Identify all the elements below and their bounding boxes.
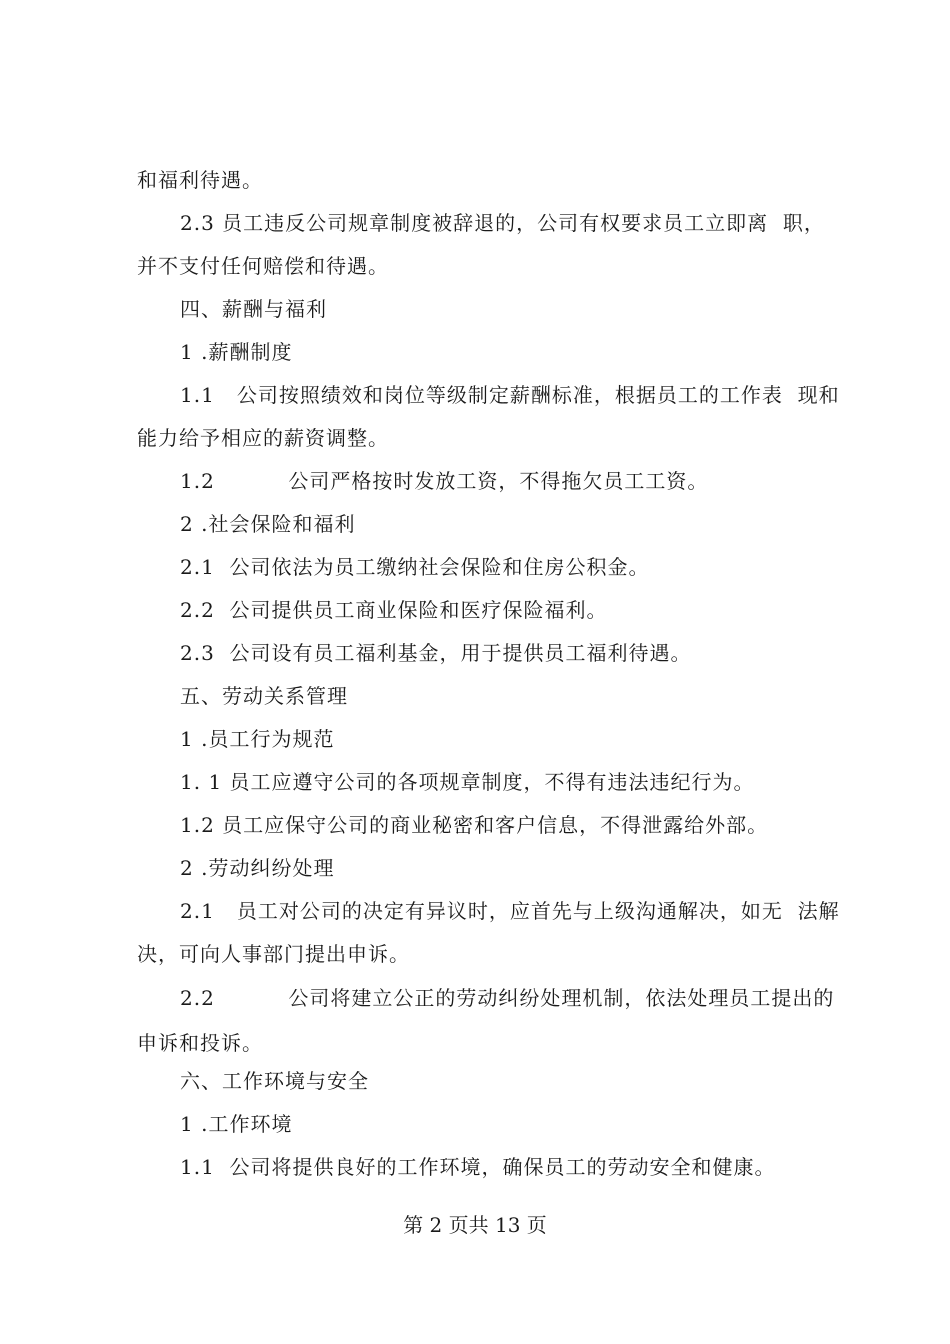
section-heading: 五、劳动关系管理 (180, 684, 348, 708)
subsection-heading: 1 .工作环境 (180, 1112, 293, 1136)
body-text-line: 1.1 公司按照绩效和岗位等级制定薪酬标准，根据员工的工作表 现和 (180, 383, 840, 407)
body-text-line: 和福利待遇。 (137, 168, 263, 192)
section-heading: 四、薪酬与福利 (180, 297, 327, 321)
subsection-heading: 1 .薪酬制度 (180, 340, 293, 364)
subsection-heading: 2 .社会保险和福利 (180, 512, 356, 536)
page-number-footer: 第 2 页共 13 页 (403, 1213, 547, 1237)
body-text-line: 并不支付任何赔偿和待遇。 (137, 254, 389, 278)
subsection-heading: 2 .劳动纠纷处理 (180, 856, 335, 880)
body-text-line: 1.2 公司严格按时发放工资，不得拖欠员工工资。 (180, 469, 709, 493)
body-text-line: 2.2 公司将建立公正的劳动纠纷处理机制，依法处理员工提出的 (180, 986, 835, 1010)
body-text-line: 2.1 员工对公司的决定有异议时，应首先与上级沟通解决，如无 法解 (180, 899, 840, 923)
body-text-line: 决，可向人事部门提出申诉。 (137, 942, 410, 966)
body-text-line: 1.1 公司将提供良好的工作环境，确保员工的劳动安全和健康。 (180, 1155, 776, 1179)
body-text-line: 2.3 员工违反公司规章制度被辞退的，公司有权要求员工立即离 职， (180, 211, 825, 235)
body-text-line: 1. 1 员工应遵守公司的各项规章制度，不得有违法违纪行为。 (180, 770, 755, 794)
body-text-line: 能力给予相应的薪资调整。 (137, 426, 389, 450)
body-text-line: 2.1 公司依法为员工缴纳社会保险和住房公积金。 (180, 555, 650, 579)
section-heading: 六、工作环境与安全 (180, 1069, 369, 1093)
body-text-line: 申诉和投诉。 (137, 1031, 263, 1055)
subsection-heading: 1 .员工行为规范 (180, 727, 335, 751)
body-text-line: 1.2 员工应保守公司的商业秘密和客户信息，不得泄露给外部。 (180, 813, 769, 837)
body-text-line: 2.3 公司设有员工福利基金，用于提供员工福利待遇。 (180, 641, 692, 665)
body-text-line: 2.2 公司提供员工商业保险和医疗保险福利。 (180, 598, 608, 622)
